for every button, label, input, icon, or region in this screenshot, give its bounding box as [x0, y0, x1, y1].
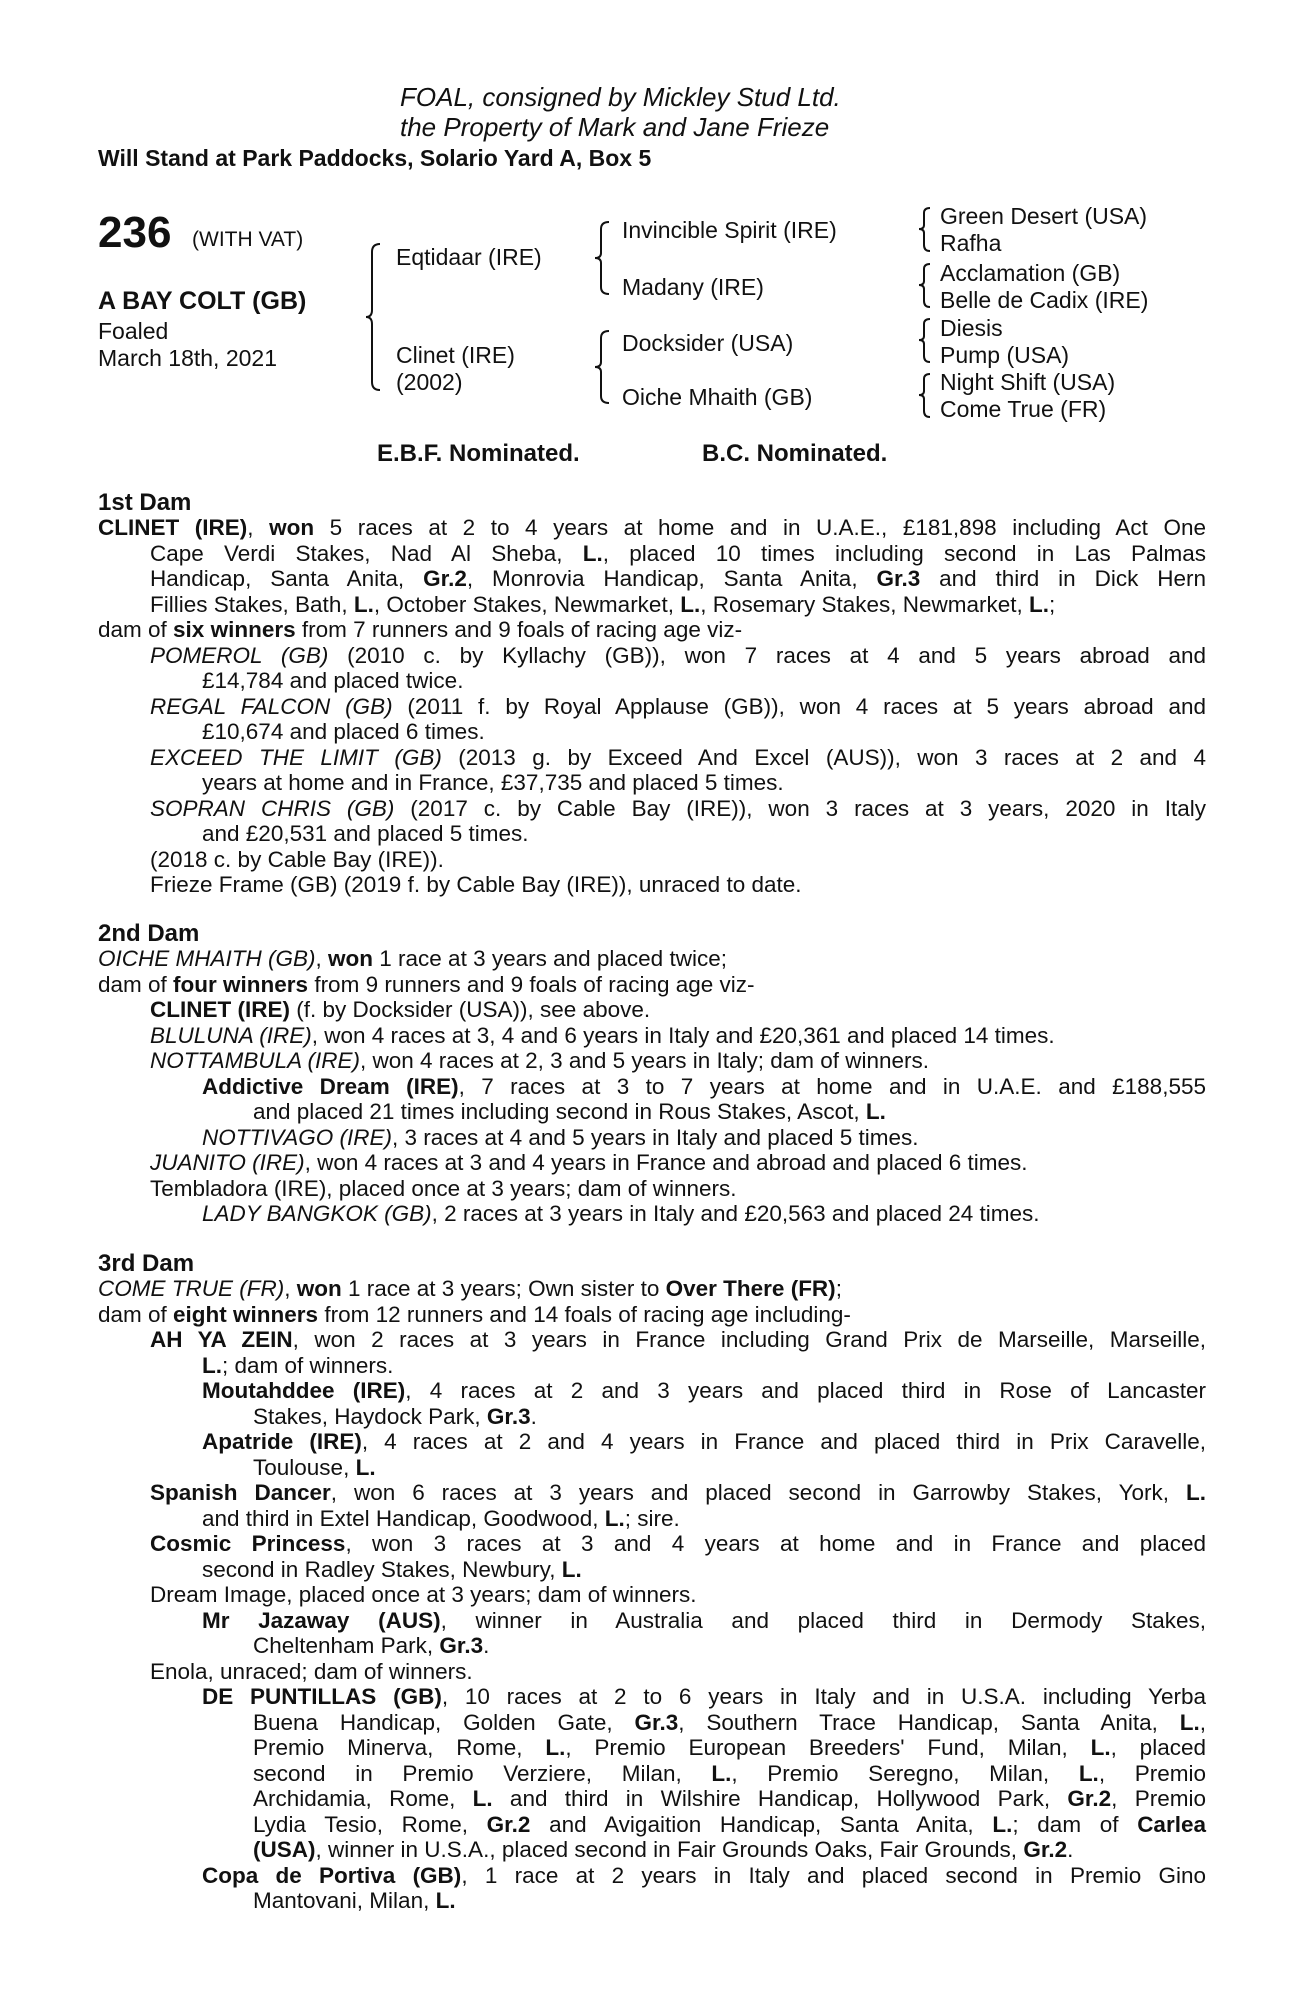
- bracket-sds: [920, 262, 934, 312]
- produce-bluluna: BLULUNA (IRE), won 4 races at 3, 4 and 6 years in Italy and £20,361 and placed 14 times.: [150, 1022, 1055, 1048]
- grandproduce-de-puntillas-6: Lydia Tesio, Rome, Gr.2 and Avigaition Handicap, Santa Anita, L.; dam of Carlea: [253, 1811, 1206, 1837]
- produce-frieze-frame: Frieze Frame (GB) (2019 f. by Cable Bay (IRE)), unraced to date.: [150, 872, 802, 897]
- second-dam-produce-summary: dam of four winners from 9 runners and 9 foals of racing age viz-: [98, 971, 755, 997]
- dam-name: Clinet (IRE): [396, 342, 515, 368]
- grandproduce-de-puntillas-4: second in Premio Verziere, Milan, L., Premio Seregno, Milan, L., Premio: [253, 1760, 1206, 1786]
- first-dam-title: 1st Dam: [98, 489, 192, 516]
- produce-sopran-chris-cont: and £20,531 and placed 5 times.: [202, 821, 529, 846]
- produce-pomerol: POMEROL (GB) (2010 c. by Kyllachy (GB)), won 7 races at 4 and 5 years abroad and: [150, 642, 1206, 668]
- produce-regal-falcon: REGAL FALCON (GB) (2011 f. by Royal Applause (GB)), won 4 races at 5 years abroad and: [150, 693, 1206, 719]
- vat-note: (WITH VAT): [192, 228, 304, 251]
- grandproduce-copa-de-portiva-cont: Mantovani, Milan, L.: [253, 1888, 456, 1913]
- ds-sire: Diesis: [940, 315, 1003, 341]
- produce-pomerol-cont: £14,784 and placed twice.: [202, 668, 464, 693]
- third-dam-line-1: COME TRUE (FR), won 1 race at 3 years; Own sister to Over There (FR);: [98, 1276, 842, 1301]
- foaled-label: Foaled: [98, 318, 169, 344]
- ss-sire: Green Desert (USA): [940, 203, 1148, 229]
- stabling-line: Will Stand at Park Paddocks, Solario Yard A, Box 5: [98, 145, 652, 171]
- first-dam-line-4: Fillies Stakes, Bath, L., October Stakes, Newmarket, L., Rosemary Stakes, Newmarket, L.;: [150, 591, 1056, 617]
- property-line: the Property of Mark and Jane Frieze: [400, 112, 830, 142]
- produce-spanish-dancer-cont: and third in Extel Handicap, Goodwood, L.; sire.: [202, 1505, 680, 1531]
- produce-juanito: JUANITO (IRE), won 4 races at 3 and 4 years in France and abroad and placed 6 times.: [150, 1150, 1028, 1175]
- grandproduce-de-puntillas-5: Archidamia, Rome, L. and third in Wilshire Handicap, Hollywood Park, Gr.2, Premio: [253, 1786, 1206, 1811]
- bracket-dss: [920, 317, 934, 367]
- produce-dream-image: Dream Image, placed once at 3 years; dam of winners.: [150, 1582, 697, 1607]
- grandproduce-de-puntillas-3: Premio Minerva, Rome, L., Premio European Breeders' Fund, Milan, L., placed: [253, 1735, 1206, 1760]
- bracket-dam-line: [597, 329, 617, 409]
- produce-nottambula: NOTTAMBULA (IRE), won 4 races at 2, 3 and 5 years in Italy; dam of winners.: [150, 1048, 930, 1073]
- produce-clinet: CLINET (IRE) (f. by Docksider (USA)), see above.: [150, 997, 651, 1022]
- foaled-date: March 18th, 2021: [98, 345, 278, 371]
- dd-sire: Night Shift (USA): [940, 369, 1116, 395]
- grandproduce-nottivago: NOTTIVAGO (IRE), 3 races at 4 and 5 years in Italy and placed 5 times.: [202, 1124, 919, 1150]
- grandproduce-de-puntillas: DE PUNTILLAS (GB), 10 races at 2 to 6 years in Italy and in U.S.A. including Yerba: [202, 1684, 1206, 1709]
- first-dam-line-3: Handicap, Santa Anita, Gr.2, Monrovia Handicap, Santa Anita, Gr.3 and third in Dick Hern: [150, 566, 1206, 591]
- ss-dam: Rafha: [940, 230, 1002, 256]
- sire-name: Eqtidaar (IRE): [396, 244, 542, 270]
- produce-enola: Enola, unraced; dam of winners.: [150, 1658, 473, 1684]
- foaled-info: [98, 318, 277, 372]
- grandproduce-moutahddee: Moutahddee (IRE), 4 races at 2 and 3 years and placed third in Rose of Lancaster: [202, 1378, 1206, 1403]
- sd-dam: Belle de Cadix (IRE): [940, 287, 1149, 313]
- bracket-sss: [920, 206, 934, 256]
- produce-ah-ya-zein-cont: L.; dam of winners.: [202, 1352, 394, 1378]
- grandproduce-mr-jazaway-cont: Cheltenham Park, Gr.3.: [253, 1633, 490, 1658]
- third-dam-title: 3rd Dam: [98, 1250, 195, 1277]
- grandproduce-de-puntillas-7: (USA), winner in U.S.A., placed second in Fair Grounds Oaks, Fair Grounds, Gr.2.: [253, 1837, 1074, 1862]
- first-dam-line-2: Cape Verdi Stakes, Nad Al Sheba, L., placed 10 times including second in Las Palmas: [150, 540, 1206, 566]
- grandproduce-lady-bangkok: LADY BANGKOK (GB), 2 races at 3 years in Italy and £20,563 and placed 24 times.: [202, 1201, 1040, 1226]
- produce-ah-ya-zein: AH YA ZEIN, won 2 races at 3 years in France including Grand Prix de Marseille, Marseille,: [150, 1327, 1206, 1352]
- grandproduce-addictive-dream-cont: and placed 21 times including second in Rous Stakes, Ascot, L.: [253, 1099, 886, 1124]
- first-dam-produce-summary: dam of six winners from 7 runners and 9 foals of racing age viz-: [98, 617, 743, 642]
- dam-dam: Oiche Mhaith (GB): [622, 384, 813, 410]
- grandproduce-apatride-cont: Toulouse, L.: [253, 1454, 376, 1480]
- grandproduce-mr-jazaway: Mr Jazaway (AUS), winner in Australia and placed third in Dermody Stakes,: [202, 1607, 1207, 1633]
- first-dam-line-1: CLINET (IRE), won 5 races at 2 to 4 years at home and in U.A.E., £181,898 including Act One: [98, 515, 1206, 540]
- produce-exceed-the-limit-cont: years at home and in France, £37,735 and placed 5 times.: [202, 770, 784, 795]
- sd-sire: Acclamation (GB): [940, 260, 1121, 286]
- third-dam-produce-summary: dam of eight winners from 12 runners and 14 foals of racing age including-: [98, 1301, 851, 1327]
- ebf-nomination: E.B.F. Nominated.: [377, 440, 580, 467]
- bracket-sire-dam: [368, 242, 388, 392]
- produce-cosmic-princess: Cosmic Princess, won 3 races at 3 and 4 years at home and in France and placed: [150, 1531, 1206, 1556]
- second-dam-title: 2nd Dam: [98, 920, 200, 947]
- grandproduce-apatride: Apatride (IRE), 4 races at 2 and 4 years in France and placed third in Prix Caravelle,: [202, 1429, 1206, 1454]
- bracket-dds: [920, 372, 934, 422]
- produce-2018-colt: (2018 c. by Cable Bay (IRE)).: [150, 846, 444, 872]
- sire-dam: Madany (IRE): [622, 274, 764, 300]
- produce-exceed-the-limit: EXCEED THE LIMIT (GB) (2013 g. by Exceed And Excel (AUS)), won 3 races at 2 and 4: [150, 744, 1207, 770]
- lot-number: 236: [98, 208, 172, 257]
- dam-sire: Docksider (USA): [622, 330, 794, 356]
- produce-tembladora: Tembladora (IRE), placed once at 3 years; dam of winners.: [150, 1175, 737, 1201]
- produce-spanish-dancer: Spanish Dancer, won 6 races at 3 years and placed second in Garrowby Stakes, York, L.: [150, 1480, 1206, 1505]
- produce-cosmic-princess-cont: second in Radley Stakes, Newbury, L.: [202, 1556, 582, 1582]
- grandproduce-copa-de-portiva: Copa de Portiva (GB), 1 race at 2 years in Italy and placed second in Premio Gino: [202, 1862, 1206, 1888]
- horse-description: A BAY COLT (GB): [98, 287, 307, 315]
- bc-nomination: B.C. Nominated.: [702, 440, 888, 467]
- second-dam-line-1: OICHE MHAITH (GB), won 1 race at 3 years and placed twice;: [98, 946, 727, 971]
- produce-regal-falcon-cont: £10,674 and placed 6 times.: [202, 719, 485, 744]
- dd-dam: Come True (FR): [940, 396, 1107, 422]
- consignor-line: FOAL, consigned by Mickley Stud Ltd.: [400, 82, 841, 112]
- produce-sopran-chris: SOPRAN CHRIS (GB) (2017 c. by Cable Bay (IRE)), won 3 races at 3 years, 2020 in Italy: [150, 795, 1207, 821]
- ds-dam: Pump (USA): [940, 342, 1070, 368]
- grandproduce-de-puntillas-2: Buena Handicap, Golden Gate, Gr.3, Southern Trace Handicap, Santa Anita, L.,: [253, 1709, 1207, 1735]
- grandproduce-moutahddee-cont: Stakes, Haydock Park, Gr.3.: [253, 1403, 537, 1429]
- dam-year: (2002): [396, 369, 463, 395]
- sire-sire: Invincible Spirit (IRE): [622, 217, 837, 243]
- bracket-sire-line: [597, 220, 617, 300]
- grandproduce-addictive-dream: Addictive Dream (IRE), 7 races at 3 to 7 years at home and in U.A.E. and £188,555: [202, 1073, 1206, 1099]
